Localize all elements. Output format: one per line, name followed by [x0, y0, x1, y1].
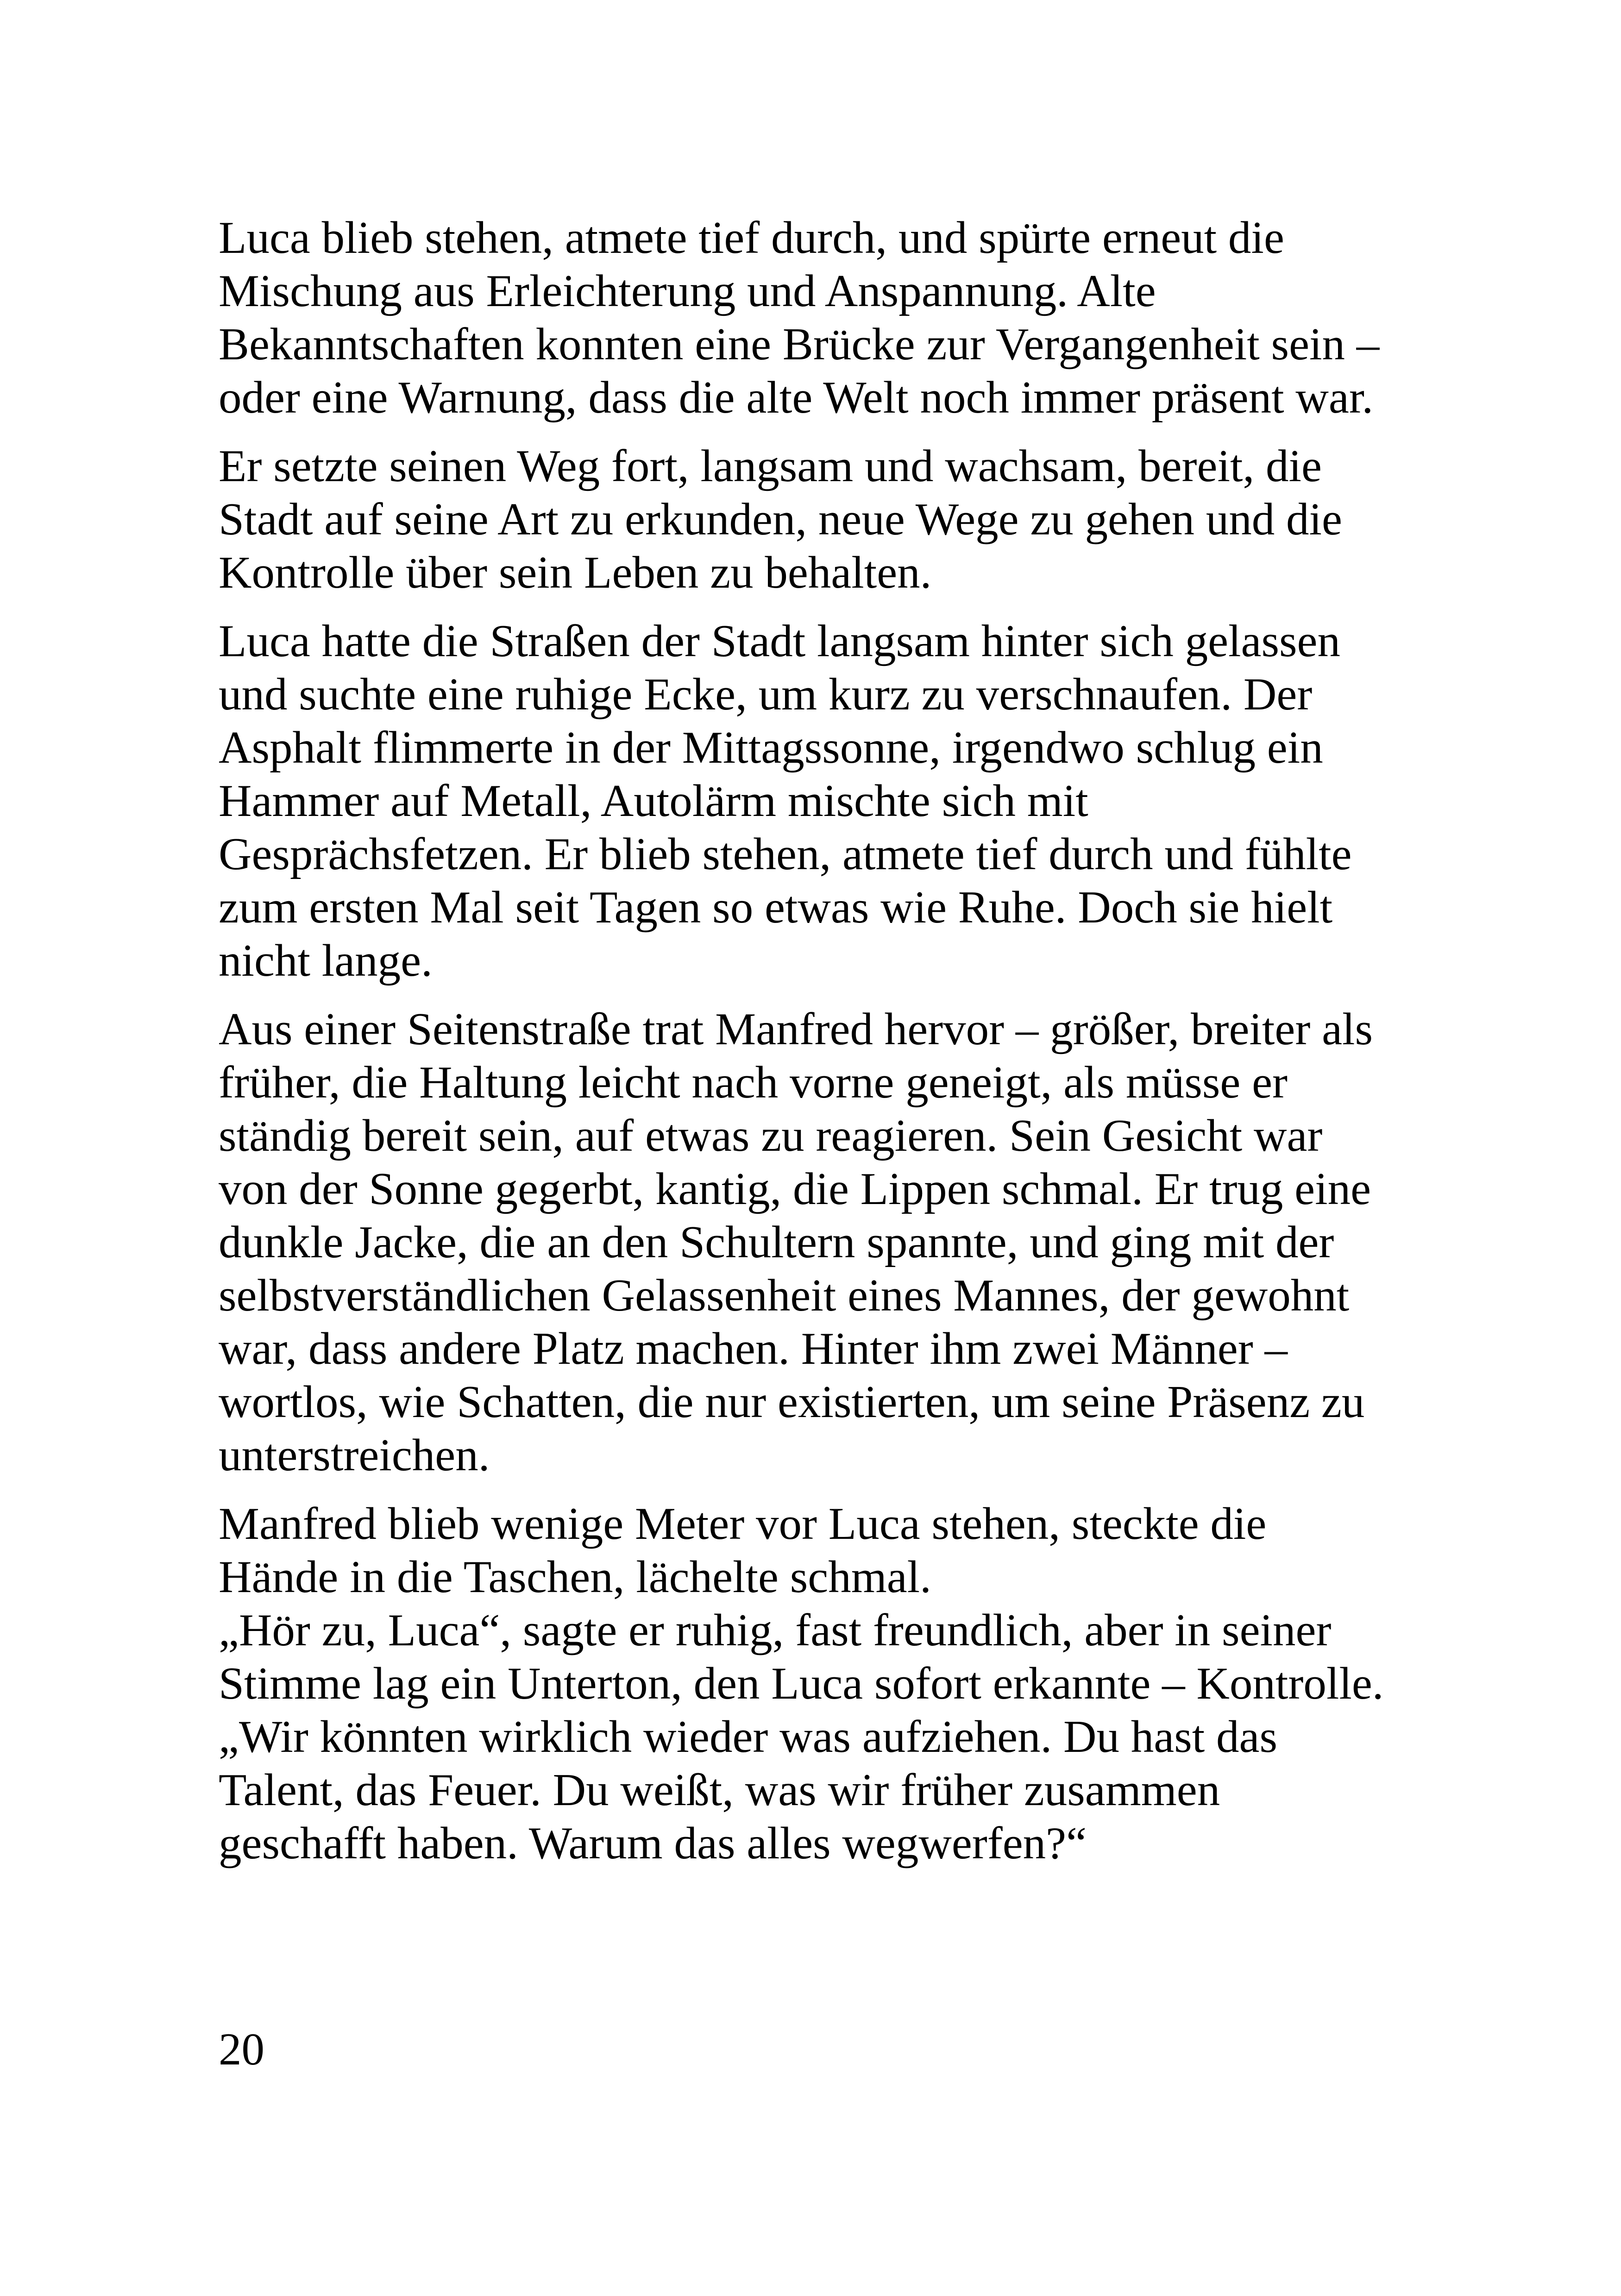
text-line: ständig bereit sein, auf etwas zu reagieren. Sein Gesicht war	[219, 1110, 1323, 1161]
text-line: geschafft haben. Warum das alles wegwerfen?“	[219, 1818, 1087, 1869]
text-line: Manfred blieb wenige Meter vor Luca stehen, steckte die	[219, 1499, 1267, 1549]
text-line: Luca hatte die Straßen der Stadt langsam hinter sich gelassen	[219, 616, 1340, 666]
paragraph-4	[219, 1003, 1404, 1482]
text-line: selbstverständlichen Gelassenheit eines Mannes, der gewohnt	[219, 1270, 1350, 1321]
text-line: Stimme lag ein Unterton, den Luca sofort erkannte – Kontrolle.	[219, 1658, 1384, 1709]
text-line: Asphalt flimmerte in der Mittagssonne, irgendwo schlug ein	[219, 722, 1323, 773]
text-line: früher, die Haltung leicht nach vorne geneigt, als müsse er	[219, 1057, 1288, 1108]
paragraph-1	[219, 211, 1404, 424]
text-line: Kontrolle über sein Leben zu behalten.	[219, 547, 932, 598]
text-line: „Hör zu, Luca“, sagte er ruhig, fast freundlich, aber in seiner	[219, 1605, 1332, 1656]
paragraph-5	[219, 1497, 1404, 1870]
text-line: „Wir könnten wirklich wieder was aufziehen. Du hast das	[219, 1712, 1277, 1762]
text-line: unterstreichen.	[219, 1430, 490, 1480]
text-line: dunkle Jacke, die an den Schultern spannte, und ging mit der	[219, 1217, 1334, 1267]
paragraph-2	[219, 439, 1404, 599]
text-line: nicht lange.	[219, 935, 433, 986]
text-line: und suchte eine ruhige Ecke, um kurz zu verschnaufen. Der	[219, 669, 1313, 720]
text-line: Er setzte seinen Weg fort, langsam und wachsam, bereit, die	[219, 441, 1322, 491]
text-line: zum ersten Mal seit Tagen so etwas wie Ruhe. Doch sie hielt	[219, 882, 1333, 933]
text-line: Bekanntschaften konnten eine Brücke zur Vergangenheit sein –	[219, 319, 1380, 370]
text-line: Luca blieb stehen, atmete tief durch, und spürte erneut die	[219, 213, 1284, 263]
text-line: Gesprächsfetzen. Er blieb stehen, atmete tief durch und fühlte	[219, 829, 1352, 879]
text-line: Hammer auf Metall, Autolärm mischte sich mit	[219, 776, 1088, 826]
paragraph-3	[219, 615, 1404, 987]
text-line: von der Sonne gegerbt, kantig, die Lippen schmal. Er trug eine	[219, 1164, 1371, 1214]
text-line: Aus einer Seitenstraße trat Manfred hervor – größer, breiter als	[219, 1004, 1373, 1054]
text-line: oder eine Warnung, dass die alte Welt noch immer präsent war.	[219, 372, 1374, 423]
body-text	[219, 211, 1404, 1885]
text-line: Talent, das Feuer. Du weißt, was wir früher zusammen	[219, 1765, 1220, 1815]
text-line: wortlos, wie Schatten, die nur existierten, um seine Präsenz zu	[219, 1377, 1365, 1427]
text-line: Hände in die Taschen, lächelte schmal.	[219, 1552, 931, 1602]
text-line: Stadt auf seine Art zu erkunden, neue Wege zu gehen und die	[219, 494, 1342, 545]
text-line: Mischung aus Erleichterung und Anspannung. Alte	[219, 266, 1156, 316]
page-number: 20	[219, 2024, 264, 2075]
text-line: war, dass andere Platz machen. Hinter ihm zwei Männer –	[219, 1324, 1288, 1374]
